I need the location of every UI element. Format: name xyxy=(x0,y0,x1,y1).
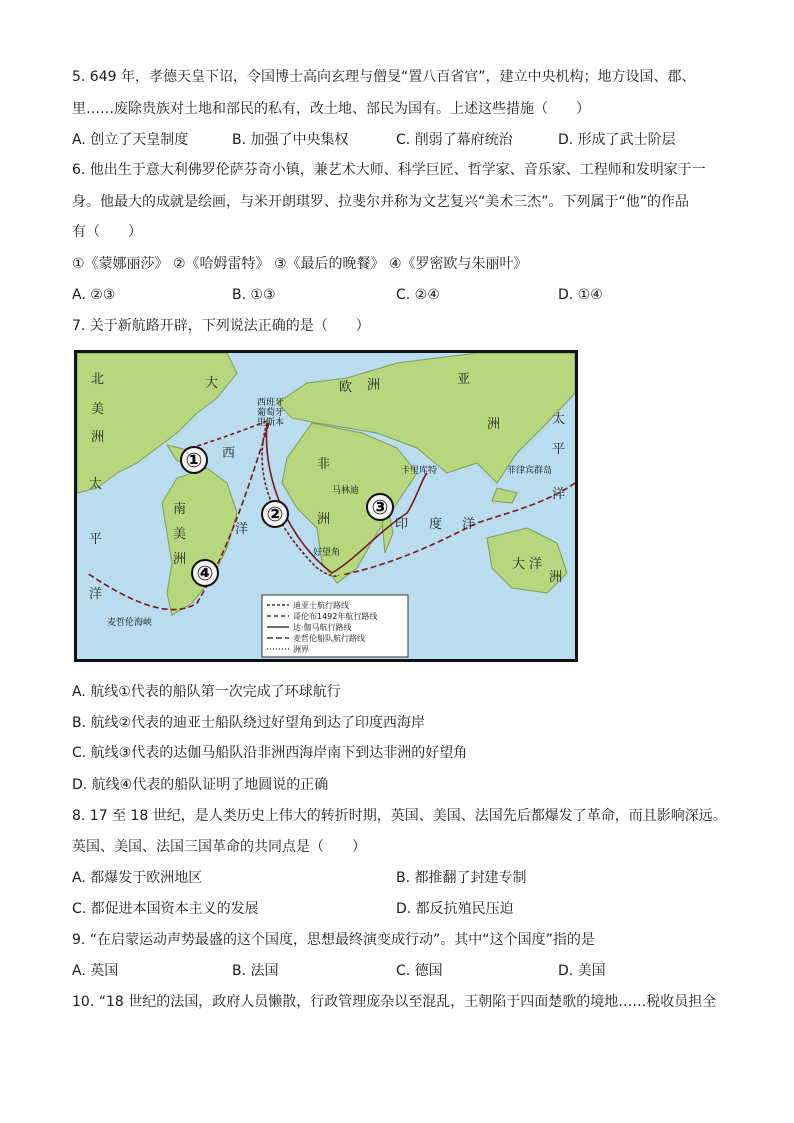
q5-options xyxy=(72,130,722,150)
q6-stem-line3: 有（ ） xyxy=(72,224,142,240)
legend-label-boundary: 洲界 xyxy=(293,645,309,654)
q5-option-b[interactable]: B. 加强了中央集权 xyxy=(232,132,349,148)
label-indian-2: 度 xyxy=(429,517,443,532)
label-na-1: 北 xyxy=(91,372,105,387)
label-pacific-w-1: 太 xyxy=(89,477,103,492)
place-malindi: 马林迪 xyxy=(332,486,360,496)
label-as-2: 洲 xyxy=(487,417,501,432)
label-as-1: 亚 xyxy=(457,372,471,387)
q8-options-row1 xyxy=(72,868,722,888)
q7-option-b[interactable]: B. 航线②代表的迪亚士船队绕过好望角到达了印度西海岸 xyxy=(72,715,426,731)
place-cape-of-good-hope: 好望角 xyxy=(313,548,341,558)
q5-stem-line1: 5. 649 年，孝德天皇下诏，令国博士高向玄理与僧旻“置八百省官”，建立中央机构；地方设国、郡、 xyxy=(72,69,696,85)
route-marker-3: ③ xyxy=(371,495,389,519)
place-spain: 西班牙 xyxy=(257,398,285,408)
label-sa-2: 美 xyxy=(173,527,187,542)
place-lisbon: 里斯本 xyxy=(257,418,285,428)
q5-option-d[interactable]: D. 形成了武士阶层 xyxy=(558,132,676,148)
q6-stem-line2: 身。他最大的成就是绘画，与米开朗琪罗、拉斐尔并称为文艺复兴“美术三杰”。下列属于“他”的作品 xyxy=(72,194,690,210)
label-indian-3: 洋 xyxy=(462,517,476,532)
q6-options xyxy=(72,285,722,305)
q6-option-d[interactable]: D. ①④ xyxy=(558,287,603,303)
q8-stem-line1: 8. 17 至 18 世纪，是人类历史上伟大的转折时期，英国、美国、法国先后都爆发了革命，而且影响深远。 xyxy=(72,808,727,824)
q9-option-c[interactable]: C. 德国 xyxy=(396,963,443,979)
route-marker-2: ② xyxy=(266,502,284,526)
q5-stem-line2: 里……废除贵族对土地和部民的私有，改土地、部民为国有。上述这些措施（ ） xyxy=(72,101,590,117)
legend-label-magellan: 麦哲伦船队航行路线 xyxy=(293,634,365,643)
label-indian-1: 印 xyxy=(395,517,409,532)
q6-stem-line1: 6. 他出生于意大利佛罗伦萨芬奇小镇，兼艺术大师、科学巨匠、哲学家、音乐家、工程师和发明家于一 xyxy=(72,162,706,178)
q6-works-list: ①《蒙娜丽莎》 ②《哈姆雷特》 ③《最后的晚餐》 ④《罗密欧与朱丽叶》 xyxy=(72,256,528,272)
route-marker-4: ④ xyxy=(196,561,214,585)
q9-option-a[interactable]: A. 英国 xyxy=(72,963,119,979)
q8-stem-line2: 英国、美国、法国三国革命的共同点是（ ） xyxy=(72,839,366,855)
q8-options-row2 xyxy=(72,899,722,919)
label-pacific-e-3: 洋 xyxy=(552,487,566,502)
label-pacific-e-1: 太 xyxy=(552,412,566,427)
legend-label-columbus: 哥伦布1492年航行路线 xyxy=(293,612,378,621)
label-oc-1: 大 xyxy=(512,557,526,572)
q7-option-c[interactable]: C. 航线③代表的达伽马船队沿非洲西海岸南下到达非洲的好望角 xyxy=(72,745,468,761)
place-portugal: 葡萄牙 xyxy=(257,408,285,418)
label-na-3: 洲 xyxy=(91,430,105,445)
label-atlantic-1: 大 xyxy=(205,376,219,391)
place-magellan-strait: 麦哲伦海峡 xyxy=(107,618,153,628)
label-af-2: 洲 xyxy=(317,512,331,527)
place-calicut: 卡里库特 xyxy=(401,466,438,476)
label-atlantic-3: 洋 xyxy=(235,522,249,537)
label-oc-3: 洲 xyxy=(549,570,563,585)
q5-option-a[interactable]: A. 创立了天皇制度 xyxy=(72,132,189,148)
label-af-1: 非 xyxy=(317,457,331,472)
label-eu-1: 欧 xyxy=(339,380,353,395)
map-svg xyxy=(77,353,575,659)
route-marker-1: ① xyxy=(185,448,203,472)
label-na-2: 美 xyxy=(91,402,105,417)
place-philippines: 菲律宾群岛 xyxy=(507,466,553,476)
q6-option-c[interactable]: C. ②④ xyxy=(396,287,440,303)
label-pacific-w-2: 平 xyxy=(89,532,103,547)
q6-option-a[interactable]: A. ②③ xyxy=(72,287,116,303)
map-legend xyxy=(262,595,408,657)
q8-option-c[interactable]: C. 都促进本国资本主义的发展 xyxy=(72,901,259,917)
q8-option-d[interactable]: D. 都反抗殖民压迫 xyxy=(396,901,514,917)
q7-option-a[interactable]: A. 航线①代表的船队第一次完成了环球航行 xyxy=(72,684,341,700)
q6-option-b[interactable]: B. ①③ xyxy=(232,287,276,303)
legend-label-dias: 迪亚士航行路线 xyxy=(293,601,349,610)
q10-stem-line1: 10. “18 世纪的法国，政府人员懒散，行政管理庞杂以至混乱，王朝陷于四面楚歌的境地……税收员担全 xyxy=(72,994,717,1010)
q7-option-d[interactable]: D. 航线④代表的船队证明了地圆说的正确 xyxy=(72,777,329,793)
q5-option-c[interactable]: C. 削弱了幕府统治 xyxy=(396,132,513,148)
label-pacific-w-3: 洋 xyxy=(89,587,103,602)
legend-label-da-gama: 达·伽马航行路线 xyxy=(293,623,352,632)
label-eu-2: 洲 xyxy=(367,378,381,393)
new-sea-routes-map xyxy=(74,350,578,662)
q9-options xyxy=(72,961,722,981)
label-sa-1: 南 xyxy=(173,502,187,517)
label-oc-2: 洋 xyxy=(529,557,543,572)
q7-stem: 7. 关于新航路开辟，下列说法正确的是（ ） xyxy=(72,318,370,334)
q9-option-d[interactable]: D. 美国 xyxy=(558,963,606,979)
q8-option-b[interactable]: B. 都推翻了封建专制 xyxy=(396,870,527,886)
q8-option-a[interactable]: A. 都爆发于欧洲地区 xyxy=(72,870,203,886)
label-pacific-e-2: 平 xyxy=(552,442,566,457)
q9-option-b[interactable]: B. 法国 xyxy=(232,963,279,979)
q9-stem: 9. “在启蒙运动声势最盛的这个国度，思想最终演变成行动”。其中“这个国度”指的是 xyxy=(72,932,595,948)
label-sa-3: 洲 xyxy=(173,552,187,567)
label-atlantic-2: 西 xyxy=(222,446,236,461)
